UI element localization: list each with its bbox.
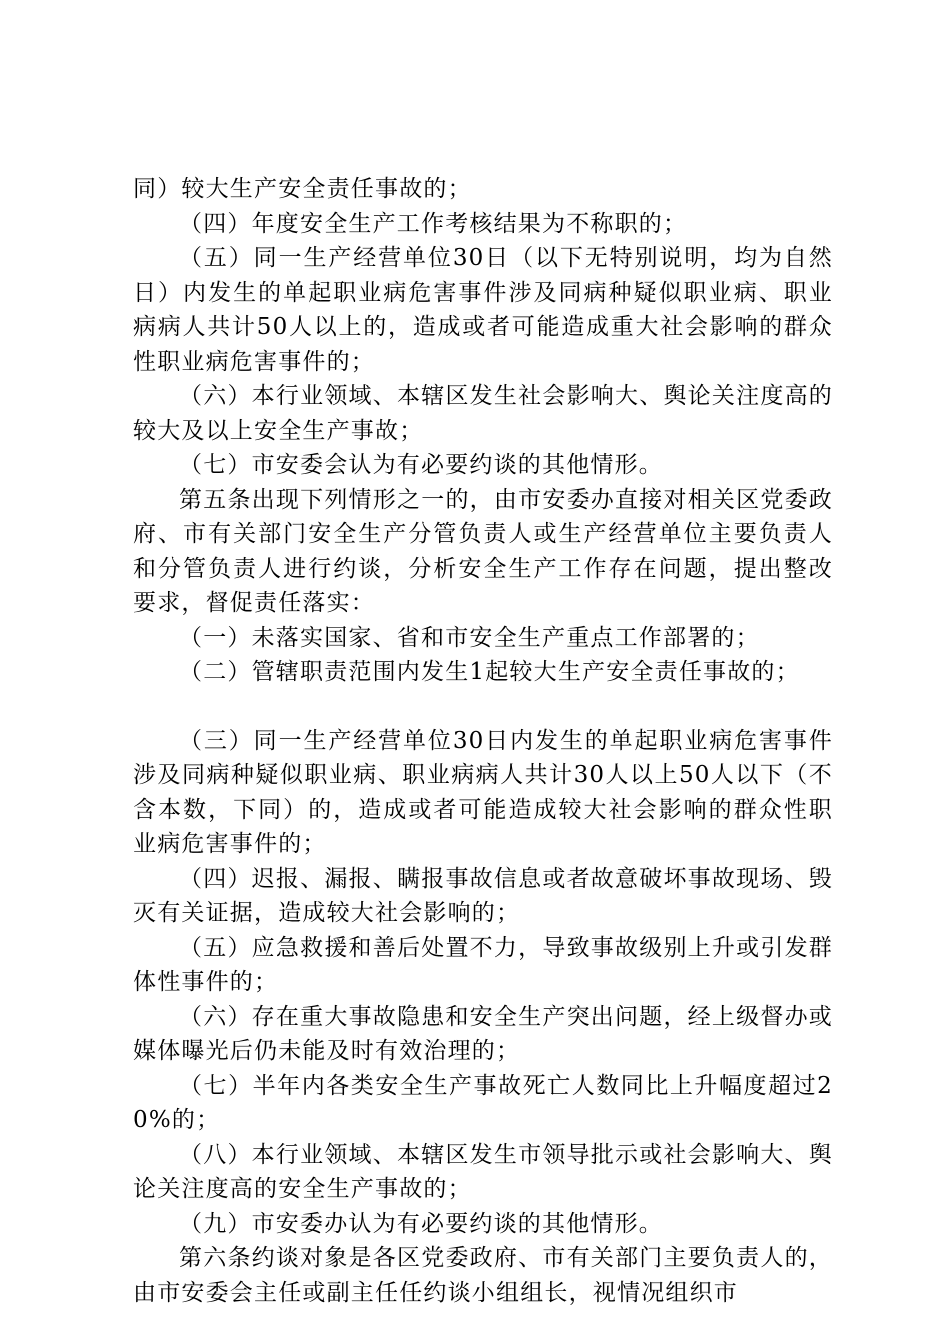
paragraph-10: （四）迟报、漏报、瞒报事故信息或者故意破坏事故现场、毁灭有关证据，造成较大社会影响的； (133, 865, 833, 926)
article-6-paragraph: 第六条约谈对象是各区党委政府、市有关部门主要负责人的，由市安委会主任或副主任任约谈小组组长，视情况组织市 (133, 1245, 833, 1306)
paragraph-1: 同）较大生产安全责任事故的； (133, 176, 472, 202)
paragraph-12: （六）存在重大事故隐患和安全生产突出问题，经上级督办或媒体曝光后仍未能及时有效治理的； (133, 1003, 833, 1064)
paragraph-9: （三）同一生产经营单位30日内发生的单起职业病危害事件涉及同病种疑似职业病、职业病病人共计30人以上50人以下（不含本数，下同）的，造成或者可能造成较大社会影响的群众性职业病危害事件的； (133, 727, 833, 857)
paragraph-2: （四）年度安全生产工作考核结果为不称职的； (179, 210, 688, 237)
article-5-paragraph: 第五条出现下列情形之一的，由市安委办直接对相关区党委政府、市有关部门安全生产分管负责人或生产经营单位主要负责人和分管负责人进行约谈，分析安全生产工作存在问题，提出整改要求，督促责任落实： (133, 486, 833, 616)
paragraph-13: （七）半年内各类安全生产事故死亡人数同比上升幅度超过20%的； (133, 1072, 833, 1133)
paragraph-14: （八）本行业领域、本辖区发生市领导批示或社会影响大、舆论关注度高的安全生产事故的； (133, 1141, 833, 1202)
paragraph-5: （七）市安委会认为有必要约谈的其他情形。 (179, 452, 663, 478)
paragraph-4: （六）本行业领域、本辖区发生社会影响大、舆论关注度高的较大及以上安全生产事故； (133, 383, 833, 444)
paragraph-8: （二）管辖职责范围内发生1起较大生产安全责任事故的； (179, 659, 800, 685)
paragraph-15: （九）市安委办认为有必要约谈的其他情形。 (179, 1210, 663, 1237)
document-body (133, 172, 833, 1310)
paragraph-3: （五）同一生产经营单位30日（以下无特别说明，均为自然日）内发生的单起职业病危害事件涉及同病种疑似职业病、职业病病人共计50人以上的，造成或者可能造成重大社会影响的群众性职业病危害事件的； (133, 245, 833, 375)
paragraph-11: （五）应急救援和善后处置不力，导致事故级别上升或引发群体性事件的； (133, 934, 833, 995)
paragraph-7: （一）未落实国家、省和市安全生产重点工作部署的； (179, 624, 760, 651)
